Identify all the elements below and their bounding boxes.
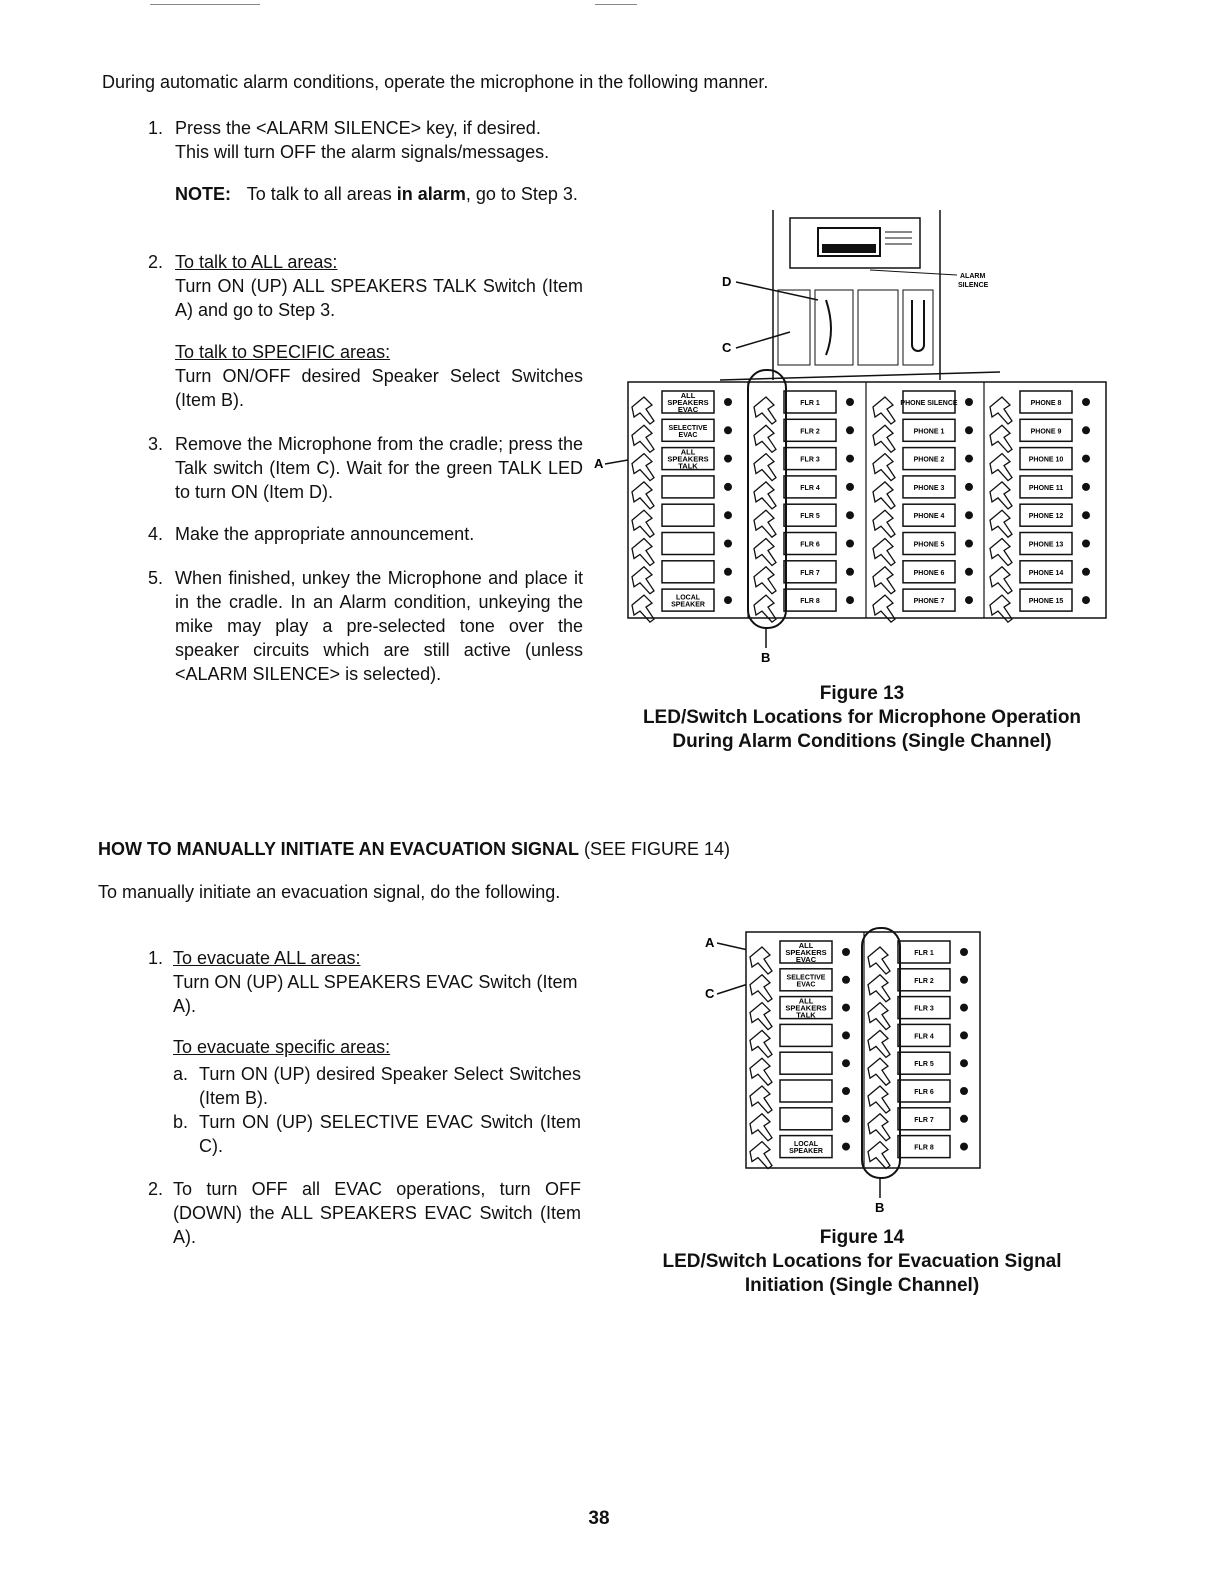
switch-label-text: FLR 8 (800, 598, 820, 606)
led-indicator (724, 596, 732, 604)
switch-label-text: FLR 1 (914, 950, 934, 957)
switch-label-text: FLR 7 (800, 569, 820, 577)
led-indicator (724, 426, 732, 434)
switch-label-box (662, 476, 714, 498)
switch-label-text: EVAC (677, 405, 699, 414)
led-indicator (846, 596, 854, 604)
alarm-silence-line (870, 270, 957, 275)
switch-label-text: ALL (798, 996, 814, 1006)
switch-label-text: TALK (796, 1010, 816, 1020)
section-2-intro: To manually initiate an evacuation signal, do the following. (98, 882, 561, 902)
switch-label-box (780, 1080, 832, 1102)
led-indicator (846, 511, 854, 519)
figure-14-caption (612, 1226, 1112, 1298)
led-indicator (1082, 511, 1090, 519)
step-2-heading: To talk to ALL areas: (175, 252, 338, 272)
step-1-number: 1. (148, 118, 164, 138)
switch-label-text: FLR 5 (800, 513, 820, 521)
step-1 (175, 116, 585, 164)
led-indicator (846, 568, 854, 576)
alarm-silence-label: ALARM (960, 273, 986, 280)
led-indicator (960, 948, 968, 956)
switch-label-text: ALL (680, 447, 696, 457)
alarm-silence-label: SILENCE (958, 282, 989, 289)
callout-b: B (875, 1200, 885, 1215)
figure-14-diagram (700, 920, 990, 1220)
led-indicator (1082, 426, 1090, 434)
step-1-line-1: Press the <ALARM SILENCE> key, if desired. (175, 118, 541, 138)
led-indicator (842, 1004, 850, 1012)
switch-label-text: SELECTIVE (786, 974, 826, 982)
step-5-number: 5. (148, 568, 164, 588)
section-2-heading-bold: HOW TO MANUALLY INITIATE AN EVACUATION SIGNAL (98, 839, 579, 859)
led-indicator (724, 511, 732, 519)
callout-c-line (717, 984, 748, 994)
figure-14-caption-line-2: Initiation (Single Channel) (744, 1275, 980, 1296)
led-indicator (846, 455, 854, 463)
led-indicator (960, 1087, 968, 1095)
switch-label-box (780, 1052, 832, 1074)
figure-13-diagram (588, 205, 1108, 675)
note-bold: in alarm (396, 184, 466, 204)
callout-c: C (722, 340, 732, 355)
note-text-a: To talk to all areas (246, 184, 392, 204)
switch-label-box (662, 561, 714, 583)
step-2 (175, 250, 583, 412)
evac-step-1-text: Turn ON (UP) ALL SPEAKERS EVAC Switch (Item A). (173, 972, 578, 1016)
intro-text: During automatic alarm conditions, operate the microphone in the following manner. (102, 72, 769, 92)
led-indicator (724, 455, 732, 463)
led-indicator (1082, 596, 1090, 604)
scan-artifact-top (595, 4, 637, 5)
callout-b: B (761, 650, 771, 665)
step-3-number: 3. (148, 434, 164, 454)
led-indicator (960, 1143, 968, 1151)
led-indicator (965, 455, 973, 463)
evac-step-1-number: 1. (148, 948, 164, 968)
switch-label-text: FLR 4 (914, 1033, 934, 1041)
switch-label-text: SPEAKERS (667, 398, 709, 407)
led-indicator (960, 1115, 968, 1123)
callout-a: A (594, 456, 604, 471)
led-indicator (965, 398, 973, 406)
section-2-heading (98, 837, 998, 861)
callout-a-line (605, 460, 628, 464)
callout-c: C (705, 986, 715, 1001)
switch-label-box (780, 1024, 832, 1046)
figure-14-caption-line-1: LED/Switch Locations for Evacuation Signal (662, 1251, 1062, 1272)
step-4-text: Make the appropriate announcement. (175, 524, 475, 544)
led-indicator (965, 511, 973, 519)
switch-label-text: PHONE 13 (1028, 541, 1064, 549)
switch-label-text: PHONE 6 (913, 569, 945, 577)
step-4-number: 4. (148, 524, 164, 544)
switch-label-text: FLR 5 (914, 1061, 934, 1069)
switch-label-text: PHONE 15 (1028, 598, 1064, 606)
switch-label-text: PHONE 11 (1028, 484, 1064, 492)
switch-label-text: PHONE 14 (1028, 569, 1064, 577)
switch-label-text: TALK (678, 461, 698, 471)
led-indicator (960, 1059, 968, 1067)
scan-artifact-top (150, 4, 260, 5)
led-indicator (846, 398, 854, 406)
evac-step-1 (173, 946, 581, 1059)
switch-label-text: SPEAKERS (785, 1003, 827, 1013)
evac-sub-b-label: b. (173, 1112, 189, 1132)
switch-label-text: FLR 2 (914, 977, 934, 985)
switch-label-text: PHONE 5 (913, 541, 945, 549)
led-indicator (960, 976, 968, 984)
figure-13-caption (612, 682, 1112, 754)
step-2-sub-text: Turn ON/OFF desired Speaker Select Switches (Item B). (175, 366, 583, 410)
evac-step-1-sub-heading: To evacuate specific areas: (173, 1037, 391, 1057)
switch-label-text: PHONE 12 (1028, 513, 1064, 521)
step-2-sub-heading: To talk to SPECIFIC areas: (175, 342, 391, 362)
led-indicator (842, 1059, 850, 1067)
callout-a: A (705, 935, 715, 950)
switch-label-text: LOCAL (675, 594, 701, 602)
led-indicator (842, 1087, 850, 1095)
led-indicator (965, 426, 973, 434)
switch-label-text: SPEAKERS (667, 454, 709, 464)
evac-step-2-number: 2. (148, 1179, 164, 1199)
led-indicator (842, 1031, 850, 1039)
switch-label-text: PHONE 10 (1028, 456, 1064, 464)
led-indicator (1082, 398, 1090, 406)
switch-label-text: FLR 4 (800, 484, 820, 492)
step-2-number: 2. (148, 252, 164, 272)
switch-label-text: EVAC (795, 955, 817, 964)
led-indicator (965, 483, 973, 491)
led-indicator (724, 398, 732, 406)
switch-label-text: SPEAKERS (785, 948, 827, 957)
switch-label-text: FLR 1 (800, 400, 820, 407)
led-indicator (960, 1004, 968, 1012)
mic-control-unit (720, 210, 1000, 380)
step-3-text: Remove the Microphone from the cradle; press the Talk switch (Item C). Wait for the green TALK LED to turn ON (Item D). (175, 434, 583, 502)
note-text-b: , go to Step 3. (465, 184, 578, 204)
switch-label-text: PHONE 9 (1030, 428, 1062, 436)
switch-label-box (780, 1108, 832, 1130)
switch-label-text: PHONE 4 (913, 513, 945, 521)
switch-label-text: FLR 3 (800, 456, 820, 464)
led-indicator (960, 1031, 968, 1039)
led-indicator (1082, 455, 1090, 463)
led-indicator (842, 1115, 850, 1123)
switch-label-text: LOCAL (793, 1141, 819, 1149)
switch-label-text: SPEAKER (789, 1148, 823, 1156)
led-indicator (1082, 540, 1090, 548)
evac-step-2-text: To turn OFF all EVAC operations, turn OFF (DOWN) the ALL SPEAKERS EVAC Switch (Item A). (173, 1179, 581, 1247)
switch-label-box (662, 504, 714, 526)
switch-label-box (662, 533, 714, 555)
switch-label-text: PHONE 2 (913, 456, 945, 464)
switch-label-text: ALL (680, 391, 696, 400)
step-1-line-2: This will turn OFF the alarm signals/messages. (175, 142, 550, 162)
evac-sub-b-text: Turn ON (UP) SELECTIVE EVAC Switch (Item C). (199, 1112, 581, 1156)
switch-label-text: FLR 6 (914, 1089, 934, 1096)
switch-label-text: ALL (798, 941, 814, 950)
led-indicator (724, 540, 732, 548)
led-indicator (842, 976, 850, 984)
evac-sub-a-label: a. (173, 1064, 189, 1084)
led-indicator (965, 540, 973, 548)
led-indicator (846, 426, 854, 434)
led-indicator (846, 483, 854, 491)
switch-label-text: PHONE 1 (913, 428, 945, 436)
switch-label-text: FLR 8 (914, 1144, 934, 1152)
switch-label-text: PHONE SILENCE (900, 400, 958, 407)
evac-sub-a-text: Turn ON (UP) desired Speaker Select Switches (Item B). (199, 1064, 581, 1108)
switch-label-text: FLR 2 (800, 428, 820, 436)
switch-label-text: EVAC (796, 981, 816, 989)
note-label: NOTE: (175, 184, 231, 204)
led-indicator (842, 1143, 850, 1151)
switch-label-text: FLR 7 (914, 1116, 934, 1124)
led-indicator (1082, 483, 1090, 491)
page-number: 38 (588, 1508, 610, 1529)
callout-a-line (717, 943, 748, 950)
switch-label-text: FLR 3 (914, 1005, 934, 1013)
switch-label-text: SPEAKER (671, 601, 705, 609)
led-indicator (965, 596, 973, 604)
section-2-heading-rest: (SEE FIGURE 14) (579, 839, 731, 859)
step-2-text: Turn ON (UP) ALL SPEAKERS TALK Switch (Item A) and go to Step 3. (175, 276, 583, 320)
switch-label-text: FLR 6 (800, 541, 820, 549)
led-indicator (965, 568, 973, 576)
led-indicator (1082, 568, 1090, 576)
led-indicator (842, 948, 850, 956)
step-5-text: When finished, unkey the Microphone and place it in the cradle. In an Alarm condition, unkeying the mike may play a pre-selected tone over the speaker circuits which are still active (unless <ALARM SILENCE> is selected). (175, 568, 583, 684)
switch-label-text: SELECTIVE (668, 424, 708, 432)
note (175, 182, 585, 206)
switch-label-text: EVAC (678, 431, 698, 439)
figure-13-caption-line-1: LED/Switch Locations for Microphone Operation (642, 707, 1082, 728)
switch-label-text: PHONE 3 (913, 484, 945, 492)
figure-14-title: Figure 14 (819, 1227, 905, 1248)
figure-13-caption-line-2: During Alarm Conditions (Single Channel) (672, 731, 1052, 752)
led-indicator (724, 483, 732, 491)
evac-step-1-heading: To evacuate ALL areas: (173, 948, 361, 968)
figure-13-title: Figure 13 (819, 683, 905, 704)
switch-label-text: PHONE 7 (913, 598, 945, 606)
led-indicator (724, 568, 732, 576)
callout-d: D (722, 274, 732, 289)
led-indicator (846, 540, 854, 548)
switch-label-text: PHONE 8 (1030, 400, 1062, 407)
